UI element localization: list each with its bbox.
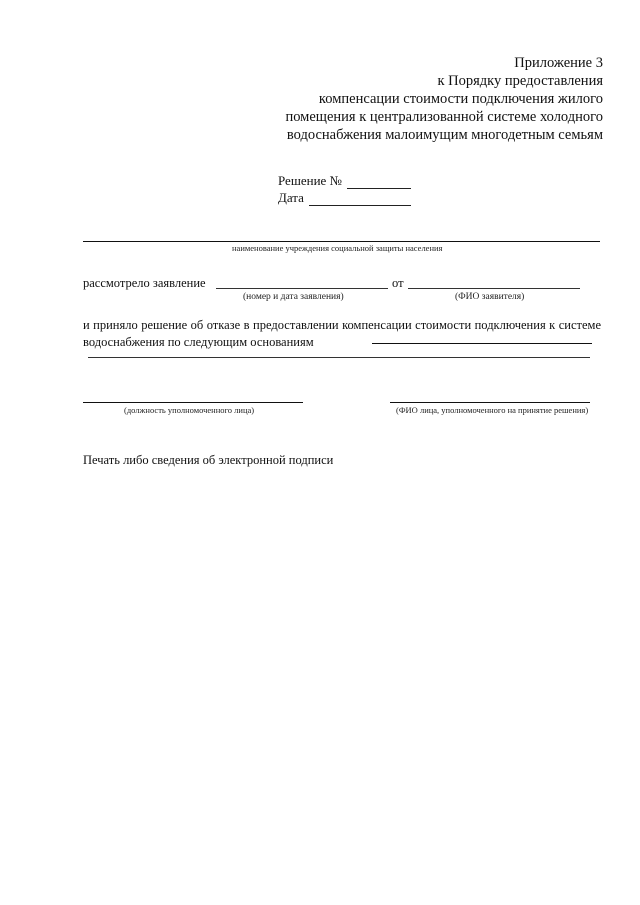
decision-date-row [278,189,411,206]
refusal-reasons-field-2[interactable] [88,356,590,358]
name-caption: (ФИО лица, уполномоченного на принятие решения) [396,405,589,415]
institution-name-field[interactable] [83,241,600,242]
decision-number-field[interactable] [347,176,411,189]
refusal-text: и приняло решение об отказе в предоставлении компенсации стоимости подключения к системе водоснабжения по следующим основаниям [83,318,601,349]
refusal-paragraph [83,317,601,351]
appendix-line: компенсации стоимости подключения жилого [318,91,603,107]
appendix-line: помещения к централизованной системе холодного [285,109,603,125]
decision-number-label: Решение № [278,173,342,188]
position-signature-field[interactable] [83,402,303,403]
decision-block [278,172,411,206]
seal-text: Печать либо сведения об электронной подписи [83,453,334,467]
application-number-caption: (номер и дата заявления) [243,292,344,302]
application-from-label: от [392,276,404,290]
institution-caption: наименование учреждения социальной защиты населения [232,243,443,253]
application-label: рассмотрело заявление [83,276,206,290]
appendix-line: водоснабжения малоимущим многодетным семьям [286,127,603,143]
appendix-header [285,54,603,144]
name-signature-field[interactable] [390,402,590,403]
decision-date-field[interactable] [309,193,411,206]
appendix-line: Приложение 3 [514,55,603,71]
applicant-name-caption: (ФИО заявителя) [455,292,525,302]
application-number-field[interactable] [216,287,388,289]
appendix-line: к Порядку предоставления [437,73,603,89]
refusal-reasons-field[interactable] [372,342,592,344]
position-caption: (должность уполномоченного лица) [124,405,255,415]
applicant-name-field[interactable] [408,287,580,289]
decision-date-label: Дата [278,190,304,205]
decision-number-row [278,172,411,189]
